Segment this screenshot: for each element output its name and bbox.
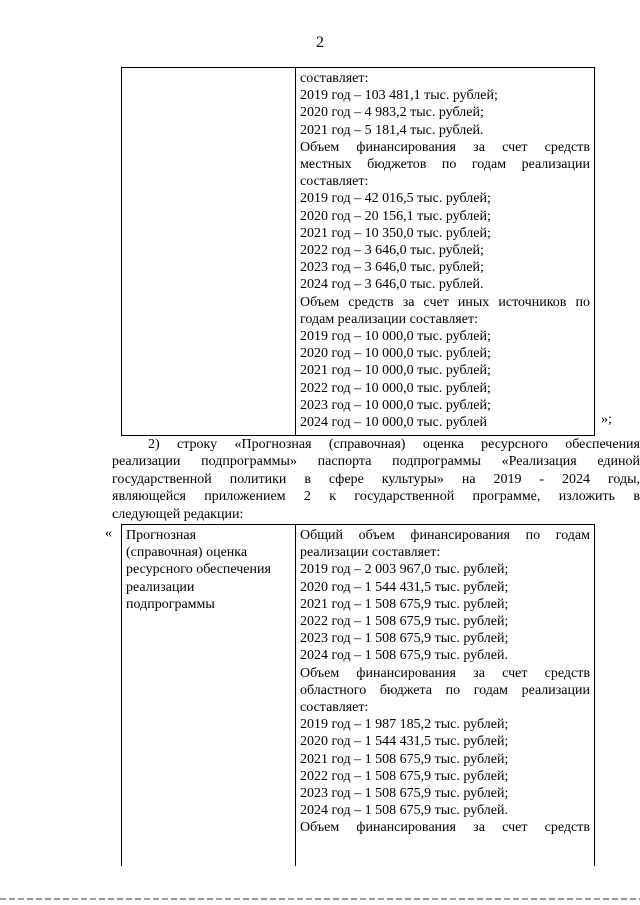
table-line: 2022 год – 1 508 675,9 тыс. рублей; — [300, 614, 509, 630]
table-line: 2022 год – 10 000,0 тыс. рублей; — [300, 380, 491, 396]
table-line: 2019 год – 1 987 185,2 тыс. рублей; — [300, 717, 509, 733]
table-line: Общий объем финансирования по годам — [300, 528, 590, 543]
table-line: составляет: — [300, 71, 369, 86]
table-line: 2020 год – 1 544 431,5 тыс. рублей; — [300, 579, 509, 595]
paragraph-line: государственной политики в сфере культуры» на 2019 - 2024 годы, — [112, 471, 640, 487]
table-line: Объем финансирования за счет средств — [300, 139, 590, 155]
table-line: 2020 год – 20 156,1 тыс. рублей; — [300, 208, 491, 224]
table-line: 2024 год – 3 646,0 тыс. рублей. — [300, 277, 484, 293]
table-line: 2021 год – 1 508 675,9 тыс. рублей; — [300, 596, 509, 612]
table-line: составляет: — [300, 700, 369, 716]
table-line: Объем средств за счет иных источников по — [300, 294, 590, 310]
table-line: Объем финансирования за счет средств — [300, 665, 590, 681]
paragraph-line: реализации подпрограммы» паспорта подпрограммы «Реализация единой — [112, 454, 640, 470]
paragraph-line: 2) строку «Прогнозная (справочная) оценка ресурсного обеспечения — [148, 437, 640, 452]
scan-edge-divider — [0, 898, 640, 900]
amendment-paragraph — [112, 436, 640, 523]
table-left-cell — [122, 525, 296, 866]
table-line: 2022 год – 3 646,0 тыс. рублей; — [300, 243, 484, 259]
table-line: 2023 год – 10 000,0 тыс. рублей; — [300, 397, 491, 413]
table-left-cell — [122, 68, 296, 435]
row-heading-line: ресурсного обеспечения — [126, 562, 271, 578]
opening-quote: « — [105, 526, 112, 541]
table-line: 2020 год – 4 983,2 тыс. рублей; — [300, 105, 484, 121]
paragraph-line: следующей редакции: — [112, 506, 244, 522]
row-heading-line: Прогнозная — [126, 528, 197, 543]
table-line: 2023 год – 3 646,0 тыс. рублей; — [300, 260, 484, 276]
page-number: 2 — [316, 34, 324, 51]
table-line: 2019 год – 2 003 967,0 тыс. рублей; — [300, 562, 509, 578]
table-line: 2019 год – 10 000,0 тыс. рублей; — [300, 329, 491, 345]
table-line: 2021 год – 10 350,0 тыс. рублей; — [300, 225, 491, 241]
table-line: 2022 год – 1 508 675,9 тыс. рублей; — [300, 768, 509, 784]
table-line: годам реализации составляет: — [300, 311, 478, 327]
table-line: 2020 год – 10 000,0 тыс. рублей; — [300, 346, 491, 362]
row-heading-line: (справочная) оценка — [126, 545, 248, 561]
row-heading-line: реализации — [126, 579, 195, 595]
table-line: 2024 год – 1 508 675,9 тыс. рублей. — [300, 648, 508, 664]
row-heading-line: подпрограммы — [126, 596, 215, 612]
table-line: местных бюджетов по годам реализации — [300, 157, 590, 173]
table-right-cell — [296, 68, 594, 435]
table-line: 2019 год – 42 016,5 тыс. рублей; — [300, 191, 491, 207]
table-line: 2024 год – 1 508 675,9 тыс. рублей. — [300, 803, 508, 819]
table-line: 2020 год – 1 544 431,5 тыс. рублей; — [300, 734, 509, 750]
table-line: составляет: — [300, 174, 369, 190]
table-line: 2021 год – 1 508 675,9 тыс. рублей; — [300, 751, 509, 767]
table-line: 2021 год – 10 000,0 тыс. рублей; — [300, 363, 491, 379]
table-line: 2019 год – 103 481,1 тыс. рублей; — [300, 88, 498, 104]
funding-table-new — [121, 524, 595, 866]
table-line: 2021 год – 5 181,4 тыс. рублей. — [300, 122, 484, 138]
table-line: 2024 год – 10 000,0 тыс. рублей — [300, 415, 487, 431]
funding-table-continued — [121, 67, 595, 436]
table-line: областного бюджета по годам реализации — [300, 682, 590, 698]
table-right-cell — [296, 525, 594, 866]
table-line: Объем финансирования за счет средств — [300, 820, 590, 836]
table-line: реализации составляет: — [300, 545, 441, 561]
closing-quote: »; — [601, 412, 612, 427]
table-line: 2023 год – 1 508 675,9 тыс. рублей; — [300, 631, 509, 647]
paragraph-line: являющейся приложением 2 к государственной программе, изложить в — [112, 489, 640, 505]
table-line: 2023 год – 1 508 675,9 тыс. рублей; — [300, 786, 509, 802]
